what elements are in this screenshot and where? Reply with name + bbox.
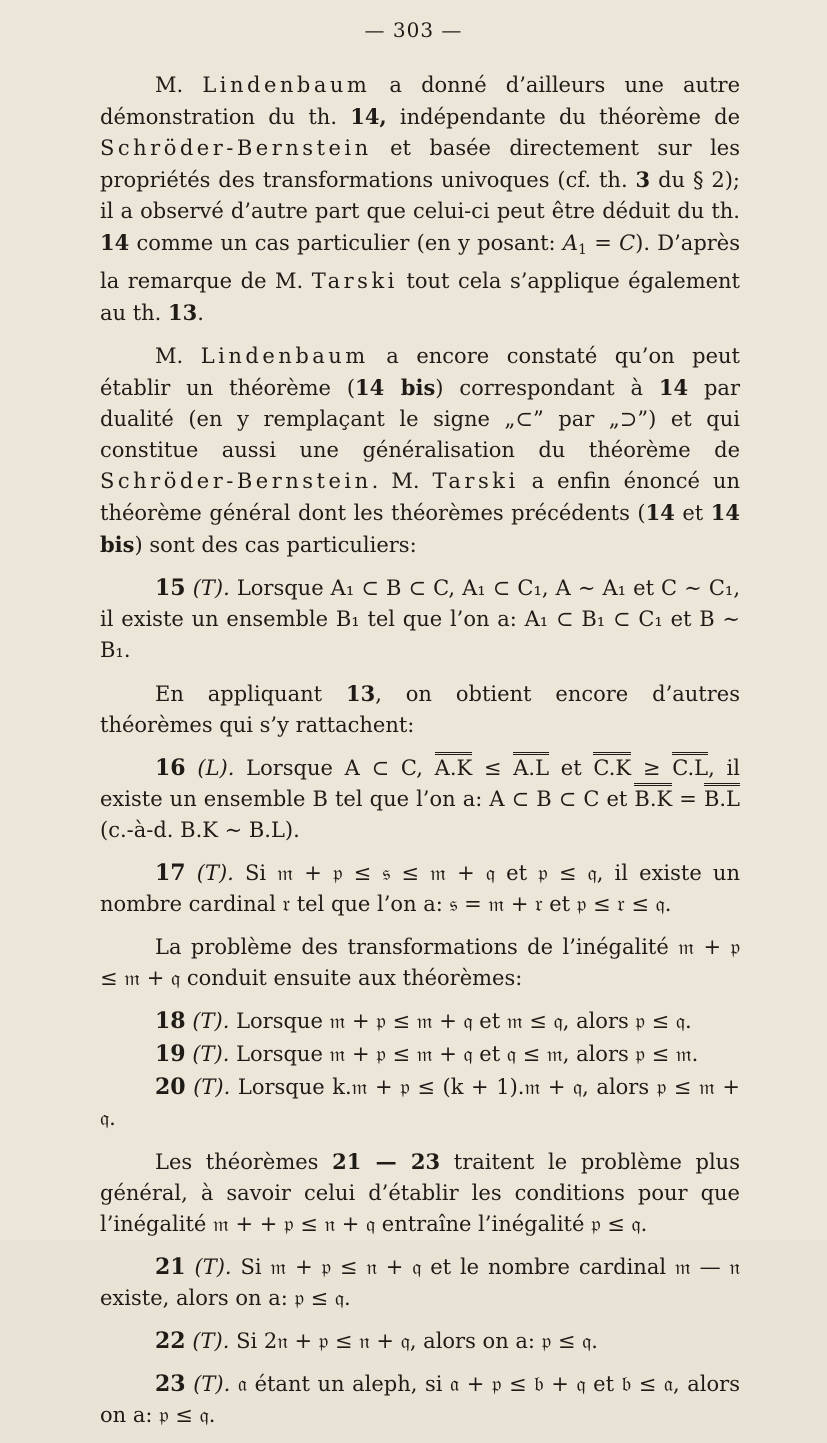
theorem-22: 22 (T). Si 2𝔫 + 𝔭 ≤ 𝔫 + 𝔮, alors on a: 𝔭 ≤ 𝔮. xyxy=(155,1328,598,1354)
theorem-number: 18 xyxy=(155,1008,186,1034)
theorem-23: 23 (T). 𝔞 étant un aleph, si 𝔞 + 𝔭 ≤ 𝔟 + 𝔮 et 𝔟 ≤ 𝔞, alors on a: 𝔭 ≤ 𝔮. xyxy=(100,1371,740,1427)
theorem-number: 21 xyxy=(155,1254,186,1280)
theorem-21: 21 (T). Si 𝔪 + 𝔭 ≤ 𝔫 + 𝔮 et le nombre cardinal 𝔪 — 𝔫 existe, alors on a: 𝔭 ≤ 𝔮. xyxy=(100,1254,740,1310)
author-name: Schröder-Bernstein xyxy=(100,136,372,160)
paragraph-lindenbaum-demonstration: M. Lindenbaum a donné d’ailleurs une autre démonstration du th. 14, indépendante du théorème de Schröder-Bernstein et basée directement sur les propriétés des transformations univoques (cf. th. 3 du § 2); il a observé d’autre part que celui-ci peut être déduit du th. 14 comme un cas particulier (en y posant: $A_1 = C$). D’après la remarque de M. Tarski tout cela s’applique également au th. 13. xyxy=(100,73,741,325)
author-name: Lindenbaum xyxy=(202,73,371,97)
theorem-20: 20 (T). Lorsque k.𝔪 + 𝔭 ≤ (k + 1).𝔪 + 𝔮, alors 𝔭 ≤ 𝔪 + 𝔮. xyxy=(100,1074,740,1130)
author-name: Tarski xyxy=(432,469,519,493)
page-number: — 303 — xyxy=(364,18,463,42)
theorem-16: 16 (L). Lorsque A ⊂ C, A.K ≤ A.L et C.K ≥ C.L, il existe un ensemble B tel que l’on a: A ⊂ B ⊂ C et B.K = B.L (c.-à-d. B.K ∼ B.L). xyxy=(100,753,740,846)
page-content xyxy=(100,70,740,1443)
author-name: Tarski xyxy=(311,269,398,293)
theorem-18: 18 (T). Lorsque 𝔪 + 𝔭 ≤ 𝔪 + 𝔮 et 𝔪 ≤ 𝔮, alors 𝔭 ≤ 𝔮. xyxy=(155,1008,692,1034)
theorem-number: 16 xyxy=(155,755,186,781)
theorem-19: 19 (T). Lorsque 𝔪 + 𝔭 ≤ 𝔪 + 𝔮 et 𝔮 ≤ 𝔪, alors 𝔭 ≤ 𝔪. xyxy=(155,1041,699,1067)
theorem-number: 22 xyxy=(155,1328,186,1354)
theorem-number: 20 xyxy=(155,1074,186,1100)
theorem-number: 23 xyxy=(155,1371,186,1397)
theorem-number: 15 xyxy=(155,575,186,601)
theorem-number: 17 xyxy=(155,860,186,886)
author-name: Schröder-Bernstein xyxy=(100,469,372,493)
author-name: Lindenbaum xyxy=(200,344,369,368)
theorem-15: 15 (T). Lorsque A₁ ⊂ B ⊂ C, A₁ ⊂ C₁, A ∼ A₁ et C ∼ C₁, il existe un ensemble B₁ tel que l’on a: A₁ ⊂ B₁ ⊂ C₁ et B ∼ B₁. xyxy=(100,575,740,662)
paragraph-theorems-21-23: Les théorèmes 21 — 23 traitent le problème plus général, à savoir celui d’établir les conditions pour que l’inégalité 𝔪 + + 𝔭 ≤ 𝔫 + 𝔮 entraîne l’inégalité 𝔭 ≤ 𝔮. xyxy=(100,1149,740,1236)
paragraph-applying-13: En appliquant 13, on obtient encore d’autres théorèmes qui s’y rattachent: xyxy=(100,681,740,737)
theorem-number: 19 xyxy=(155,1041,186,1067)
paragraph-transformations: La problème des transformations de l’inégalité 𝔪 + 𝔭 ≤ 𝔪 + 𝔮 conduit ensuite aux théorèmes: xyxy=(100,935,740,990)
theorem-17: 17 (T). Si 𝔪 + 𝔭 ≤ 𝔰 ≤ 𝔪 + 𝔮 et 𝔭 ≤ 𝔮, il existe un nombre cardinal 𝔯 tel que l’on a: 𝔰 = 𝔪 + 𝔯 et 𝔭 ≤ 𝔯 ≤ 𝔮. xyxy=(100,860,740,916)
paragraph-duality: M. Lindenbaum a encore constaté qu’on peut établir un théorème (14 bis) correspondant à 14 par dualité (en y remplaçant le signe „⊂” par „⊃”) et qui constitue aussi une généralisation du théorème de Schröder-Bernstein. M. Tarski a enfin énoncé un théorème général dont les théorèmes précédents (14 et 14 bis) sont des cas particuliers: xyxy=(100,344,741,557)
